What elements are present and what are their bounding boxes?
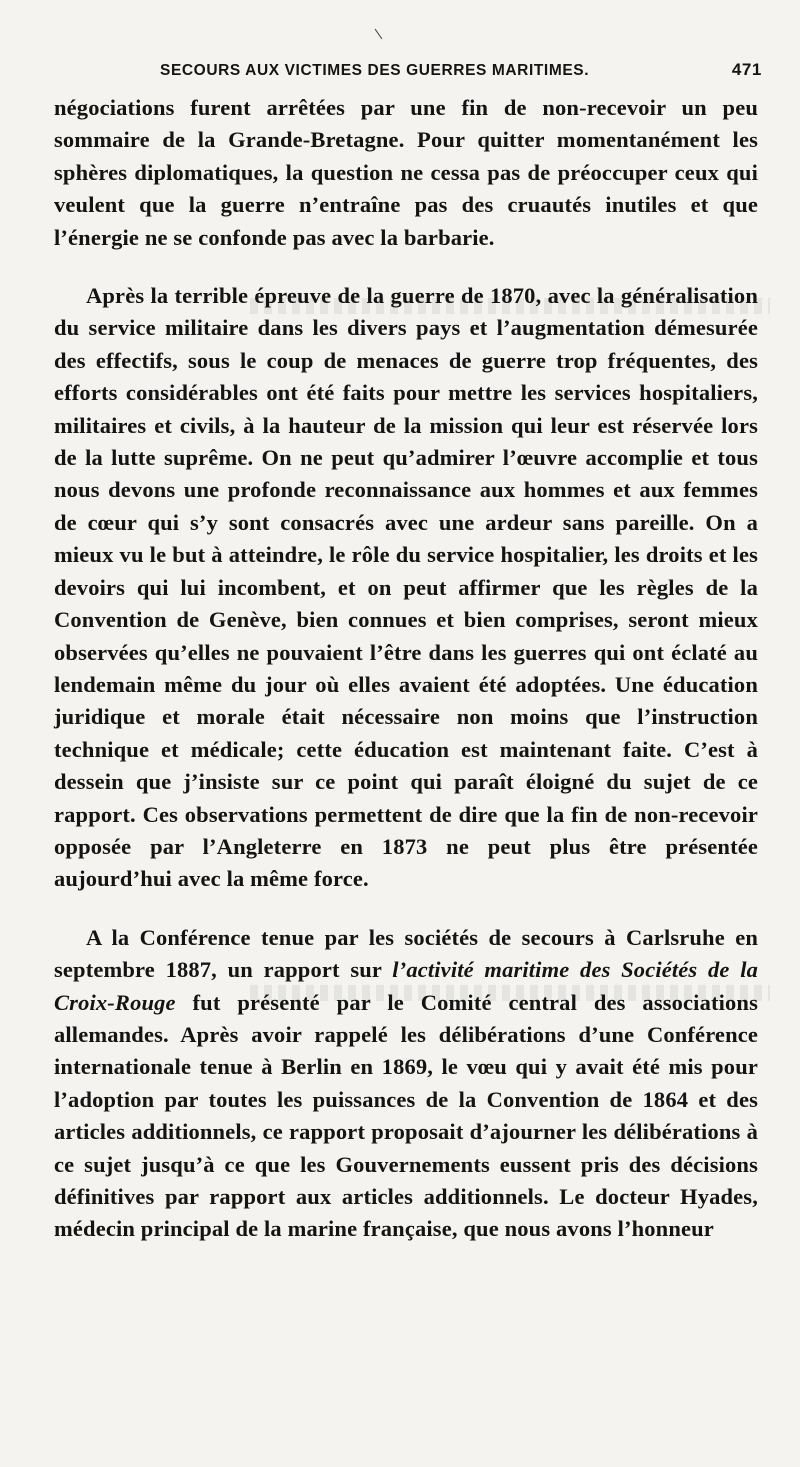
body-text (54, 92, 758, 1246)
paragraph-2: Après la terrible épreuve de la guerre de 1870, avec la généralisation du service militaire dans les divers pays et l’augmentation démesurée des effectifs, sous le coup de menaces de guerre trop fréquentes, des efforts considérables ont été faits pour mettre les services hospitaliers, militaires et civils, à la hauteur de la mission qui leur est réservée lors de la lutte suprême. On ne peut qu’admirer l’œuvre accomplie et tous nous devons une profonde reconnaissance aux hommes et aux femmes de cœur qui s’y sont consacrés avec une ardeur sans pareille. On a mieux vu le but à atteindre, le rôle du service hospitalier, les droits et les devoirs qui lui incombent, et on peut affirmer que les règles de la Convention de Genève, bien connues et bien comprises, seront mieux observées qu’elles ne pouvaient l’être dans les guerres qui ont éclaté au lendemain même du jour où elles avaient été adoptées. Une éducation juridique et morale était nécessaire non moins que l’instruction technique et médicale; cette éducation est maintenant faite. C’est à dessein que j’insiste sur ce point qui paraît éloigné du sujet de ce rapport. Ces observations permettent de dire que la fin de non-recevoir opposée par l’Angleterre en 1873 ne peut plus être présentée aujourd’hui avec la même force. (54, 283, 758, 892)
paragraph-3-end: fut présenté par le Comité central des associations allemandes. Après avoir rappelé les délibérations d’une Conférence internationale tenue à Berlin en 1869, le vœu qui y avait été mis pour l’adoption par toutes les puissances de la Convention de 1864 et des articles additionnels, ce rapport proposait d’ajourner les délibérations à ce sujet jusqu’à ce que les Gouvernements eussent pris des décisions définitives par rapport aux articles additionnels. Le docteur Hyades, médecin principal de la marine française, que nous avons l’honneur (54, 989, 758, 1242)
report-title: l’activité maritime des Sociétés de la Croix-Rouge (54, 957, 759, 1015)
running-title: SECOURS AUX VICTIMES DES GUERRES MARITIMES. (160, 62, 590, 79)
paragraph-3 (54, 922, 758, 1246)
print-mark (375, 29, 383, 39)
page-header (160, 58, 762, 86)
paragraph-1: négociations furent arrêtées par une fin de non-recevoir un peu sommaire de la Grande-Bretagne. Pour quitter momentanément les sphères diplomatiques, la question ne cessa pas de préoccuper ceux qui veulent que la guerre n’entraîne pas des cruautés inutiles et que l’énergie ne se confonde pas avec la barbarie. (54, 95, 758, 250)
page-number: 471 (731, 60, 762, 79)
paragraph-3-start: A la Conférence tenue par les sociétés de secours à Carlsruhe en septembre 1887, un rapport sur (54, 924, 758, 983)
